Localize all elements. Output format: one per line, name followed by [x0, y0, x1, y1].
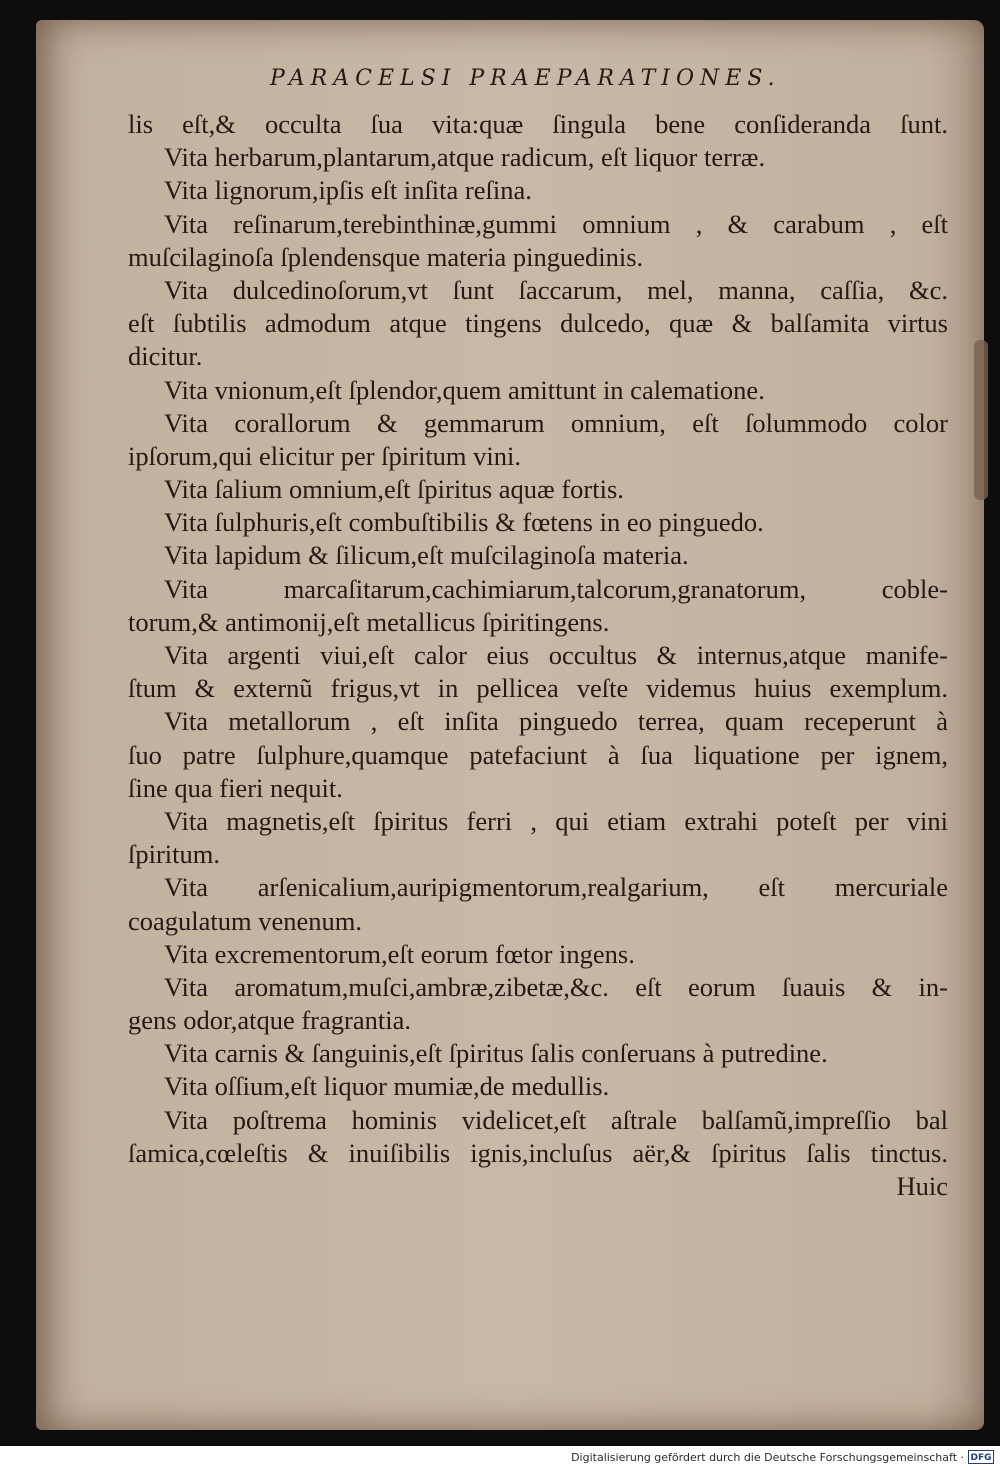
- text-line: ſine qua fieri nequit.: [128, 772, 343, 803]
- text-line: muſcilaginoſa ſplendensque materia pinguedinis.: [128, 241, 644, 272]
- text-line: Vita ſulphuris,eſt combuſtibilis & fœtens in eo pinguedo.: [164, 507, 764, 538]
- text-line: Vita aromatum,muſci,ambræ,zibetæ,&c. eſt eorum ſuauis & in-: [164, 971, 948, 1002]
- text-line: dicitur.: [128, 341, 203, 372]
- text-line: Vita lignorum,ipſis eſt inſita reſina.: [164, 175, 532, 206]
- text-line: ſpiritum.: [128, 839, 221, 870]
- text-line: Vita dulcedinoſorum,vt ſunt ſaccarum, mel, manna, caſſia, &c.: [164, 274, 948, 305]
- text-line: Vita corallorum & gemmarum omnium, eſt ſolummodo color: [164, 407, 948, 438]
- text-line: Vita excrementorum,eſt eorum fœtor ingens.: [164, 938, 635, 969]
- text-line: Vita oſſium,eſt liquor mumiæ,de medullis.: [164, 1071, 610, 1102]
- text-line: Vita herbarum,plantarum,atque radicum, eſt liquor terræ.: [164, 142, 766, 173]
- text-line: Vita vnionum,eſt ſplendor,quem amittunt in calematione.: [164, 374, 765, 405]
- text-line: lis eſt,& occulta ſua vita:quæ ſingula bene conſideranda ſunt.: [128, 109, 948, 139]
- text-line: ſuo patre ſulphure,quamque patefaciunt à ſua liquatione per ignem,: [128, 739, 948, 770]
- text-line: Vita argenti viui,eſt calor eius occultus & internus,atque manife-: [164, 640, 948, 670]
- text-line: Vita reſinarum,terebinthinæ,gummi omnium , & carabum , eſt: [164, 208, 948, 239]
- text-line: Vita arſenicalium,auripigmentorum,realgarium, eſt mercuriale: [164, 872, 948, 903]
- text-line: Vita metallorum , eſt inſita pinguedo terrea, quam receperunt à: [164, 706, 948, 737]
- text-line: torum,& antimonij,eſt metallicus ſpiritingens.: [128, 606, 610, 637]
- text-line: Vita marcaſitarum,cachimiarum,talcorum,granatorum, coble-: [164, 573, 948, 604]
- page-edge-shadow: [974, 340, 988, 500]
- text-line: ſtum & externũ frigus,vt in pellicea veſte videmus huius exemplum.: [128, 673, 948, 704]
- body-text: [128, 108, 948, 1203]
- text-line: ſamica,cœleſtis & inuiſibilis ignis,incluſus aër,& ſpiritus ſalis tinctus.: [128, 1137, 948, 1168]
- dfg-logo-icon: DFG: [968, 1450, 994, 1464]
- text-line: coagulatum venenum.: [128, 905, 363, 936]
- text-line: Vita magnetis,eſt ſpiritus ferri , qui etiam extrahi poteſt per vini: [164, 805, 948, 836]
- text-line: Vita ſalium omnium,eſt ſpiritus aquæ fortis.: [164, 474, 624, 505]
- text-line: Vita carnis & ſanguinis,eſt ſpiritus ſalis conſeruans à putredine.: [164, 1038, 828, 1069]
- text-line: Vita lapidum & ſilicum,eſt muſcilaginoſa materia.: [164, 540, 689, 571]
- footer-bar: [0, 1446, 1000, 1470]
- text-line: gens odor,atque fragrantia.: [128, 1005, 411, 1036]
- catchword: Huic: [896, 1171, 948, 1201]
- text-line: eſt ſubtilis admodum atque tingens dulcedo, quæ & balſamita virtus: [128, 308, 948, 339]
- running-head: PARACELSI PRAEPARATIONES.: [270, 66, 781, 91]
- text-line: Vita poſtrema hominis videlicet,eſt aſtrale balſamũ,impreſſio bal: [164, 1104, 948, 1135]
- text-line: ipſorum,qui elicitur per ſpiritum vini.: [128, 440, 522, 471]
- digitization-credit: Digitalisierung gefördert durch die Deutsche Forschungsgemeinschaft ·: [571, 1451, 964, 1464]
